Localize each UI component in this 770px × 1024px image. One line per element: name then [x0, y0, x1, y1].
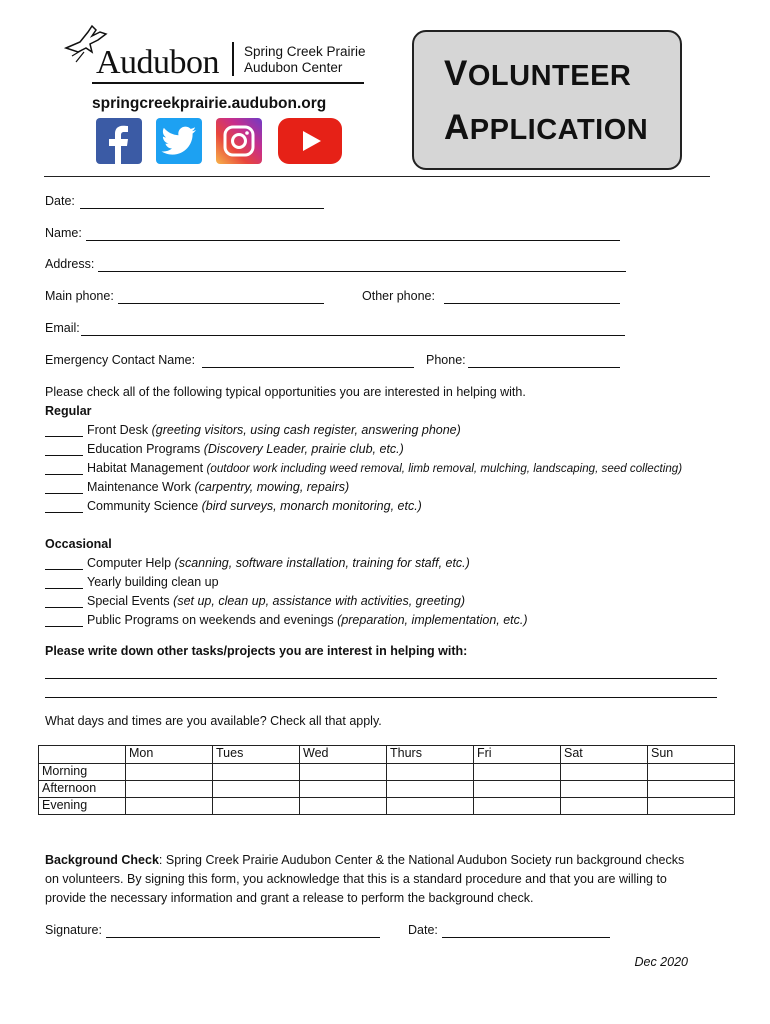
signature-date-field[interactable] — [442, 937, 610, 938]
availability-cell[interactable] — [474, 781, 561, 798]
availability-cell[interactable] — [300, 764, 387, 781]
availability-row — [39, 781, 735, 798]
availability-cell[interactable] — [561, 764, 648, 781]
option-label: Community Science — [87, 499, 202, 513]
logo-wordmark: Audubon — [96, 44, 220, 81]
checkbox-line[interactable] — [45, 436, 83, 437]
phone-label: Phone: — [426, 353, 466, 367]
checkbox-line[interactable] — [45, 569, 83, 570]
availability-question: What days and times are you available? Check all that apply. — [45, 714, 382, 728]
option-detail: (outdoor work including weed removal, limb removal, mulching, landscaping, seed collecting) — [206, 462, 683, 475]
day-header: Fri — [474, 746, 561, 764]
day-header: Tues — [213, 746, 300, 764]
background-check-line-2: on volunteers. By signing this form, you acknowledge that this is a standard procedure and that you are willing to — [45, 872, 667, 886]
twitter-icon[interactable] — [156, 118, 202, 164]
option-label: Education Programs — [87, 442, 204, 456]
option-detail: (carpentry, mowing, repairs) — [194, 480, 350, 494]
corner-cell — [39, 746, 126, 764]
checkbox-line[interactable] — [45, 455, 83, 456]
title-line-2: APPLICATION — [444, 108, 649, 147]
day-header: Thurs — [387, 746, 474, 764]
background-check-line-1: Background Check: Spring Creek Prairie Audubon Center & the National Audubon Society run background checks — [45, 853, 685, 867]
time-label: Afternoon — [39, 781, 126, 798]
option-detail: (scanning, software installation, training for staff, etc.) — [174, 556, 470, 570]
logo-divider — [232, 42, 234, 76]
availability-row — [39, 764, 735, 781]
header-divider — [44, 176, 710, 177]
availability-cell[interactable] — [474, 764, 561, 781]
date-label: Date: — [45, 194, 75, 208]
other-tasks-prompt: Please write down other tasks/projects you are interest in helping with: — [45, 644, 468, 658]
signature-field[interactable] — [106, 937, 380, 938]
option-detail: (set up, clean up, assistance with activities, greeting) — [173, 594, 465, 608]
date-field[interactable] — [80, 208, 324, 209]
facebook-icon[interactable] — [96, 118, 142, 164]
other-tasks-line-1[interactable] — [45, 678, 717, 679]
option-label: Maintenance Work — [87, 480, 195, 494]
availability-cell[interactable] — [387, 798, 474, 815]
availability-row — [39, 798, 735, 815]
availability-cell[interactable] — [300, 798, 387, 815]
background-check-heading: Background Check — [45, 853, 159, 867]
name-field[interactable] — [86, 240, 620, 241]
availability-cell[interactable] — [300, 781, 387, 798]
email-field[interactable] — [81, 335, 625, 336]
option-detail: (preparation, implementation, etc.) — [337, 613, 528, 627]
option-detail: (bird surveys, monarch monitoring, etc.) — [201, 499, 422, 513]
option-detail: (greeting visitors, using cash register, answering phone) — [151, 423, 461, 437]
option-label: Special Events — [87, 594, 174, 608]
availability-cell[interactable] — [561, 798, 648, 815]
availability-table — [38, 745, 735, 815]
checkbox-line[interactable] — [45, 607, 83, 608]
audubon-logo — [62, 22, 372, 92]
option-detail: (Discovery Leader, prairie club, etc.) — [203, 442, 404, 456]
availability-cell[interactable] — [213, 764, 300, 781]
day-header: Sun — [648, 746, 735, 764]
availability-cell[interactable] — [213, 781, 300, 798]
availability-cell[interactable] — [474, 798, 561, 815]
form-version: Dec 2020 — [634, 955, 688, 969]
availability-header-row — [39, 746, 735, 764]
logo-subtitle-line1: Spring Creek Prairie — [244, 44, 366, 59]
option-label: Computer Help — [87, 556, 175, 570]
emergency-contact-label: Emergency Contact Name: — [45, 353, 196, 367]
availability-cell[interactable] — [126, 781, 213, 798]
other-phone-label: Other phone: — [362, 289, 435, 303]
availability-cell[interactable] — [387, 781, 474, 798]
day-header: Sat — [561, 746, 648, 764]
checkbox-line[interactable] — [45, 512, 83, 513]
occasional-heading: Occasional — [45, 537, 112, 551]
day-header: Mon — [126, 746, 213, 764]
title-box — [412, 30, 682, 170]
address-label: Address: — [45, 257, 95, 271]
logo-underline — [92, 82, 364, 84]
availability-cell[interactable] — [126, 798, 213, 815]
day-header: Wed — [300, 746, 387, 764]
availability-cell[interactable] — [648, 798, 735, 815]
option-label: Habitat Management — [87, 461, 207, 475]
name-label: Name: — [45, 226, 82, 240]
email-label: Email: — [45, 321, 80, 335]
time-label: Morning — [39, 764, 126, 781]
availability-cell[interactable] — [126, 764, 213, 781]
availability-cell[interactable] — [387, 764, 474, 781]
other-phone-field[interactable] — [444, 303, 620, 304]
checkbox-line[interactable] — [45, 493, 83, 494]
main-phone-label: Main phone: — [45, 289, 114, 303]
youtube-icon[interactable] — [278, 118, 342, 164]
address-field[interactable] — [98, 271, 626, 272]
emergency-contact-field[interactable] — [202, 367, 414, 368]
availability-cell[interactable] — [648, 764, 735, 781]
website-link[interactable]: springcreekprairie.audubon.org — [92, 95, 327, 112]
background-check-line-3: provide the necessary information and grant a release to perform the background check. — [45, 891, 534, 905]
availability-cell[interactable] — [213, 798, 300, 815]
signature-label: Signature: — [45, 923, 102, 937]
other-tasks-line-2[interactable] — [45, 697, 717, 698]
signature-date-label: Date: — [408, 923, 438, 937]
title-line-1: VOLUNTEER — [444, 54, 632, 93]
option-label: Yearly building clean up — [87, 575, 219, 589]
option-label: Public Programs on weekends and evenings — [87, 613, 338, 627]
checkbox-line[interactable] — [45, 626, 83, 627]
checkbox-line[interactable] — [45, 474, 83, 475]
checkbox-line[interactable] — [45, 588, 83, 589]
instagram-icon[interactable] — [216, 118, 262, 164]
availability-cell[interactable] — [648, 781, 735, 798]
availability-cell[interactable] — [561, 781, 648, 798]
regular-heading: Regular — [45, 404, 92, 418]
opportunities-intro: Please check all of the following typical opportunities you are interested in helping with. — [45, 385, 526, 399]
main-phone-field[interactable] — [118, 303, 324, 304]
emergency-phone-field[interactable] — [468, 367, 620, 368]
logo-subtitle-line2: Audubon Center — [244, 60, 343, 75]
option-label: Front Desk — [87, 423, 152, 437]
time-label: Evening — [39, 798, 126, 815]
